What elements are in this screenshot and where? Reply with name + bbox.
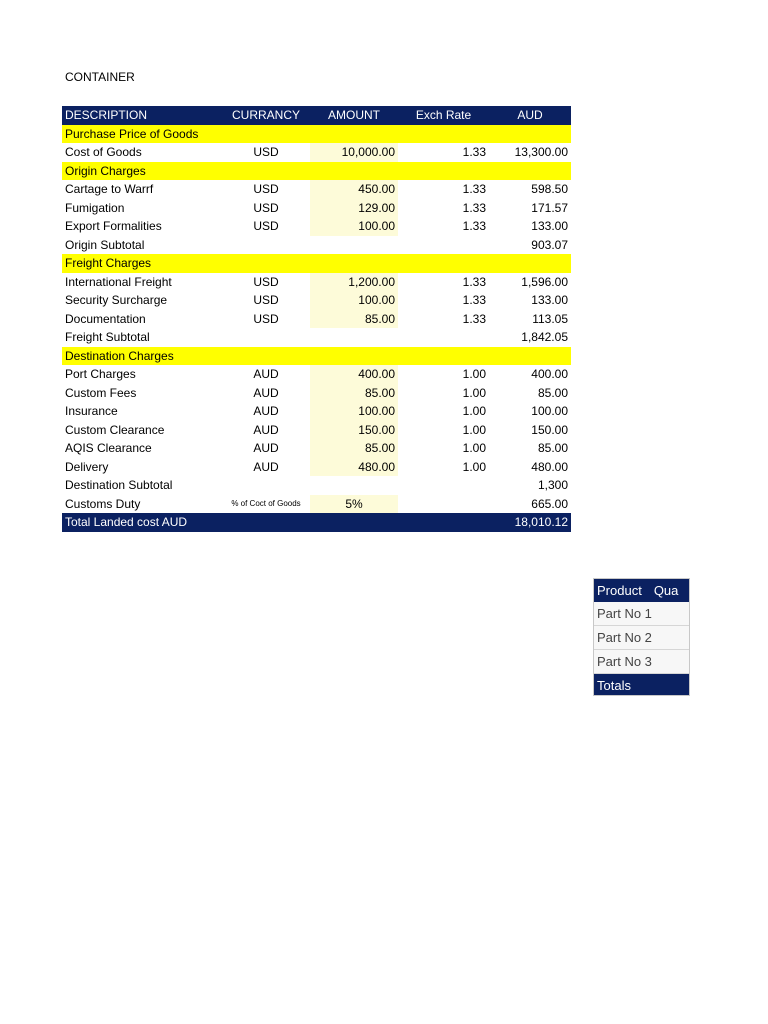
table-row [62, 402, 571, 421]
row-description: Cartage to Warrf [65, 182, 154, 197]
row-rate: 1.33 [462, 145, 486, 160]
table-row [62, 291, 571, 310]
table-row [62, 273, 571, 292]
row-description: Insurance [65, 404, 118, 419]
row-aud: 100.00 [531, 404, 568, 419]
section-label: Purchase Price of Goods [62, 125, 222, 144]
duty-basis: % of Coct of Goods [231, 499, 301, 509]
row-amount: 85.00 [310, 310, 398, 329]
column-header-aud: AUD [489, 106, 571, 125]
table-row [62, 439, 571, 458]
row-description: Custom Clearance [65, 422, 165, 437]
column-header-exch-rate: Exch Rate [398, 106, 489, 125]
section-label: Freight Charges [62, 254, 222, 273]
landed-cost-table [62, 106, 571, 532]
table-row [62, 199, 571, 218]
column-header-currency: CURRANCY [222, 106, 310, 125]
row-currency: AUD [253, 459, 279, 474]
row-currency: AUD [253, 385, 279, 400]
subtotal-label: Destination Subtotal [65, 478, 173, 493]
thumbnail-row: Part No 1 [594, 602, 689, 626]
row-aud: 85.00 [537, 441, 568, 456]
row-rate: 1.00 [462, 385, 486, 400]
row-description: Documentation [65, 311, 146, 326]
table-row [62, 458, 571, 477]
row-aud: 400.00 [531, 367, 568, 382]
thumbnail-header-quantity: Qua [653, 583, 679, 598]
duty-label: Customs Duty [65, 496, 141, 511]
row-aud: 598.50 [531, 182, 568, 197]
row-currency: AUD [253, 422, 279, 437]
row-rate: 1.00 [462, 459, 486, 474]
duty-percent: 5% [310, 495, 398, 514]
row-aud: 171.57 [531, 200, 568, 215]
subtotal-row-origin [62, 236, 571, 255]
total-label: Total Landed cost AUD [62, 513, 222, 532]
row-description: Security Surcharge [65, 293, 168, 308]
row-currency: AUD [253, 367, 279, 382]
section-row-freight [62, 254, 571, 273]
row-aud: 150.00 [531, 422, 568, 437]
row-description: Export Formalities [65, 219, 162, 234]
row-rate: 1.33 [462, 293, 486, 308]
table-style-thumbnail [593, 578, 690, 696]
subtotal-label: Freight Subtotal [65, 330, 150, 345]
subtotal-value: 1,300 [537, 478, 568, 493]
row-rate: 1.00 [462, 367, 486, 382]
row-description: Delivery [65, 459, 109, 474]
row-amount: 1,200.00 [310, 273, 398, 292]
row-description: Cost of Goods [65, 145, 142, 160]
table-row [62, 384, 571, 403]
thumbnail-header [594, 579, 689, 602]
row-rate: 1.33 [462, 200, 486, 215]
row-amount: 450.00 [310, 180, 398, 199]
row-currency: USD [253, 274, 279, 289]
document-title: CONTAINER [65, 70, 135, 84]
total-row [62, 513, 571, 532]
row-currency: USD [253, 200, 279, 215]
row-amount: 100.00 [310, 402, 398, 421]
table-row [62, 365, 571, 384]
row-currency: USD [253, 182, 279, 197]
row-amount: 400.00 [310, 365, 398, 384]
row-amount: 85.00 [310, 439, 398, 458]
thumbnail-row: Part No 3 [594, 650, 689, 674]
subtotal-value: 1,842.05 [521, 330, 568, 345]
row-amount: 129.00 [310, 199, 398, 218]
total-value: 18,010.12 [489, 513, 571, 532]
table-row [62, 310, 571, 329]
row-rate: 1.33 [462, 274, 486, 289]
section-label: Destination Charges [62, 347, 222, 366]
row-description: AQIS Clearance [65, 441, 152, 456]
row-description: Custom Fees [65, 385, 137, 400]
row-aud: 1,596.00 [521, 274, 568, 289]
row-aud: 480.00 [531, 459, 568, 474]
row-currency: USD [253, 219, 279, 234]
thumbnail-footer: Totals [594, 674, 689, 696]
row-amount: 10,000.00 [310, 143, 398, 162]
thumbnail-header-product: Product [597, 583, 642, 598]
thumbnail-row: Part No 2 [594, 626, 689, 650]
section-row-destination [62, 347, 571, 366]
row-amount: 85.00 [310, 384, 398, 403]
row-amount: 480.00 [310, 458, 398, 477]
subtotal-value: 903.07 [531, 237, 568, 252]
row-amount: 150.00 [310, 421, 398, 440]
section-row-purchase [62, 125, 571, 144]
subtotal-row-freight [62, 328, 571, 347]
row-rate: 1.33 [462, 182, 486, 197]
row-rate: 1.00 [462, 422, 486, 437]
section-label: Origin Charges [62, 162, 222, 181]
row-amount: 100.00 [310, 291, 398, 310]
subtotal-row-destination [62, 476, 571, 495]
row-aud: 85.00 [537, 385, 568, 400]
row-currency: AUD [253, 404, 279, 419]
row-description: Port Charges [65, 367, 136, 382]
section-row-origin [62, 162, 571, 181]
table-header-row [62, 106, 571, 125]
row-rate: 1.33 [462, 311, 486, 326]
row-amount: 100.00 [310, 217, 398, 236]
table-row [62, 217, 571, 236]
row-rate: 1.00 [462, 404, 486, 419]
row-currency: USD [253, 311, 279, 326]
table-row [62, 180, 571, 199]
table-row [62, 143, 571, 162]
row-aud: 113.05 [532, 311, 568, 326]
row-currency: USD [253, 145, 279, 160]
row-aud: 133.00 [531, 219, 568, 234]
row-description: International Freight [65, 274, 172, 289]
row-currency: AUD [253, 441, 279, 456]
column-header-description: DESCRIPTION [62, 106, 222, 125]
customs-duty-row [62, 495, 571, 514]
row-currency: USD [253, 293, 279, 308]
table-row [62, 421, 571, 440]
row-rate: 1.33 [462, 219, 486, 234]
row-aud: 13,300.00 [514, 145, 568, 160]
column-header-amount: AMOUNT [310, 106, 398, 125]
row-rate: 1.00 [462, 441, 486, 456]
row-description: Fumigation [65, 200, 125, 215]
row-aud: 133.00 [531, 293, 568, 308]
duty-aud: 665.00 [531, 496, 568, 511]
subtotal-label: Origin Subtotal [65, 237, 145, 252]
